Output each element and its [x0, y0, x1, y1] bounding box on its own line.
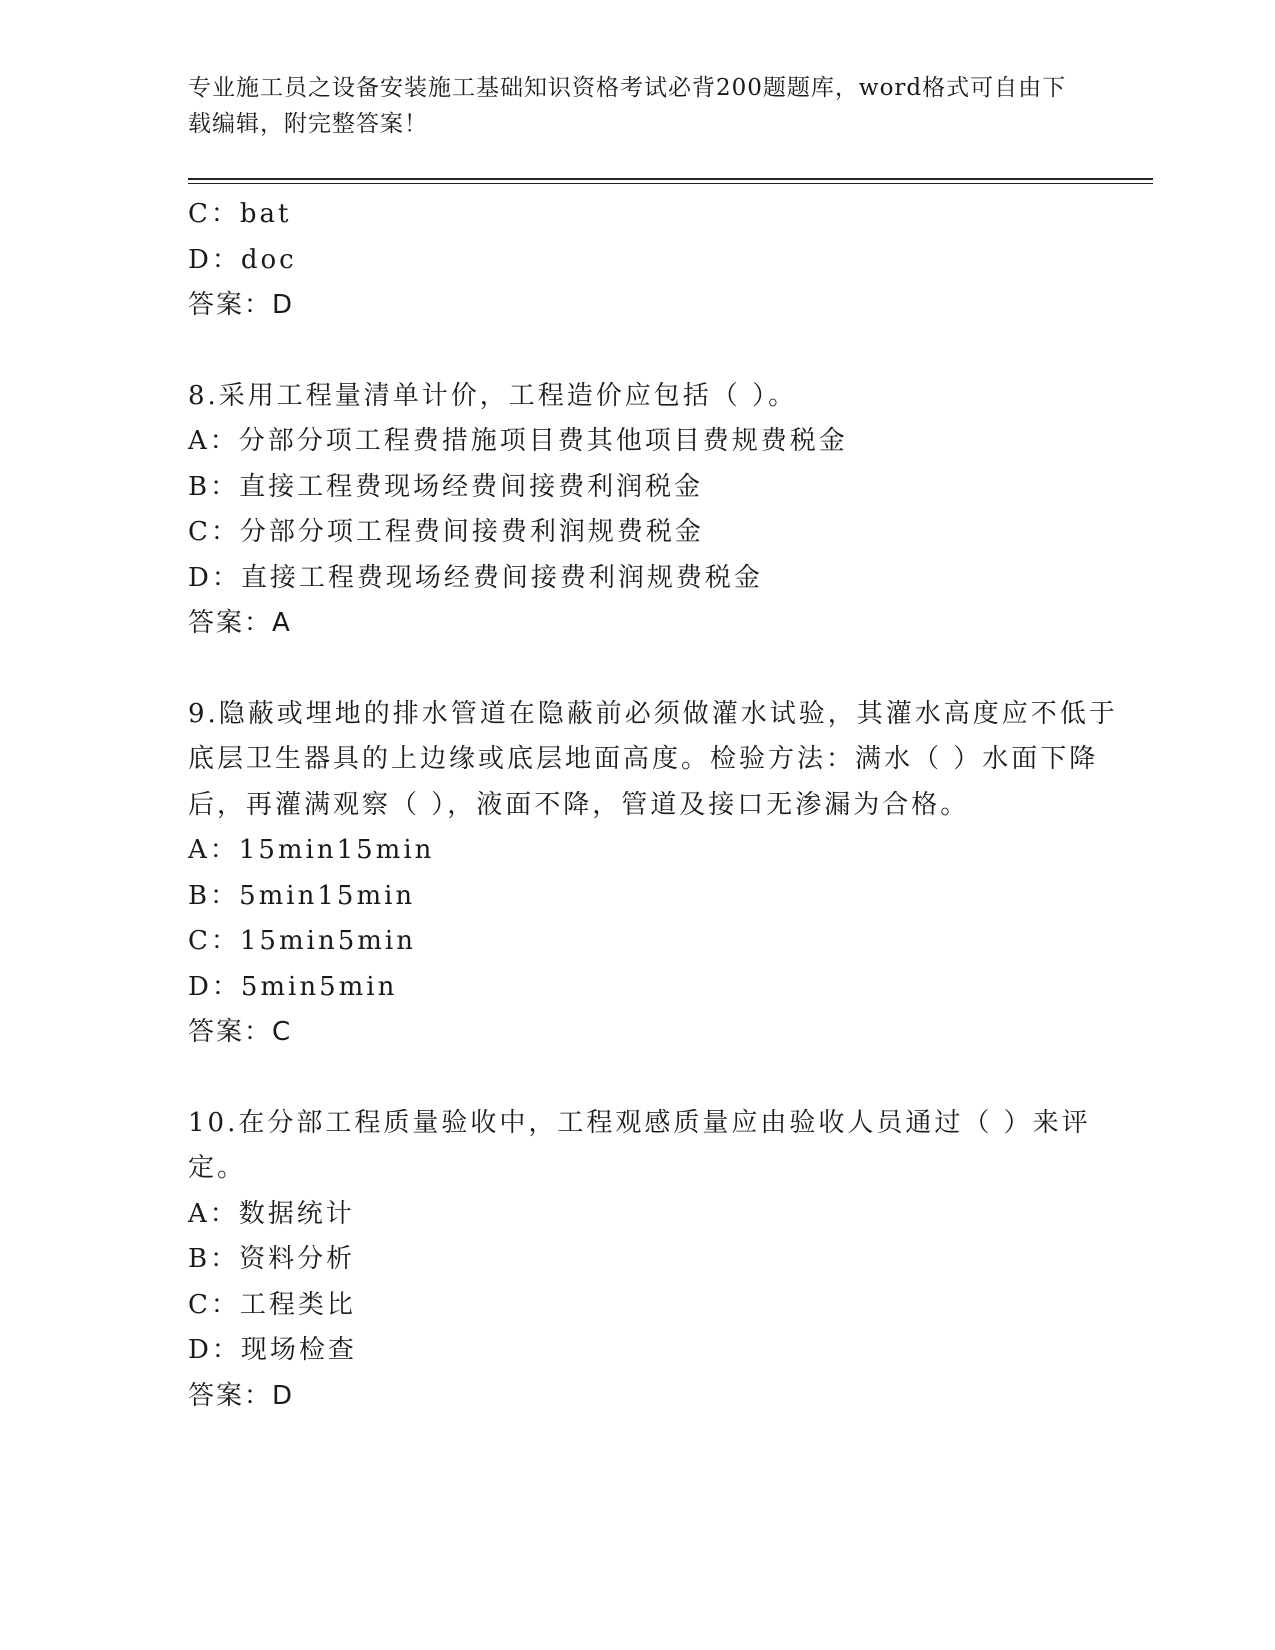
answer-line: 答案：A	[188, 608, 292, 638]
question-stem: 10.在分部工程质量验收中，工程观感质量应由验收人员通过（ ）来评定。	[188, 1107, 1091, 1183]
answer-line: 答案：D	[188, 290, 295, 320]
option-c: C：工程类比	[188, 1289, 356, 1320]
option-a: A：15min15min	[188, 835, 435, 865]
option-d: D：5min5min	[188, 971, 398, 1002]
option-a: A：分部分项工程费措施项目费其他项目费规费税金	[188, 426, 848, 456]
option-b: B：直接工程费现场经费间接费利润税金	[188, 471, 704, 502]
option-a: A：数据统计	[188, 1198, 355, 1229]
question-stem: 8.采用工程量清单计价，工程造价应包括（ ）。	[188, 380, 798, 411]
question-block-10	[188, 1101, 1118, 1420]
question-block-7	[188, 192, 1118, 329]
question-list	[188, 192, 1118, 1464]
option-b: B：5min15min	[188, 880, 416, 911]
question-block-9	[188, 692, 1118, 1056]
option-b: B：资料分析	[188, 1244, 356, 1274]
answer-line: 答案：C	[188, 1017, 293, 1047]
header-divider-thin	[188, 183, 1153, 184]
document-header: 专业施工员之设备安装施工基础知识资格考试必背200题题库，word格式可自由下载编辑，附完整答案！	[188, 75, 1067, 137]
option-c: C：15min5min	[188, 926, 416, 956]
option-c: C：bat	[188, 199, 292, 229]
option-c: C：分部分项工程费间接费利润规费税金	[188, 517, 704, 547]
header-divider-thick	[188, 178, 1153, 180]
answer-line: 答案：D	[188, 1380, 295, 1411]
option-d: D：直接工程费现场经费间接费利润规费税金	[188, 562, 763, 593]
option-d: D：现场检查	[188, 1335, 357, 1365]
question-block-8	[188, 374, 1118, 647]
question-stem: 9.隐蔽或埋地的排水管道在隐蔽前必须做灌水试验，其灌水高度应不低于底层卫生器具的上边缘或底层地面高度。检验方法：满水（ ）水面下降后，再灌满观察（ ），液面不降，管道及接口无渗漏为合格。	[188, 698, 1118, 820]
option-d: D：doc	[188, 244, 297, 275]
